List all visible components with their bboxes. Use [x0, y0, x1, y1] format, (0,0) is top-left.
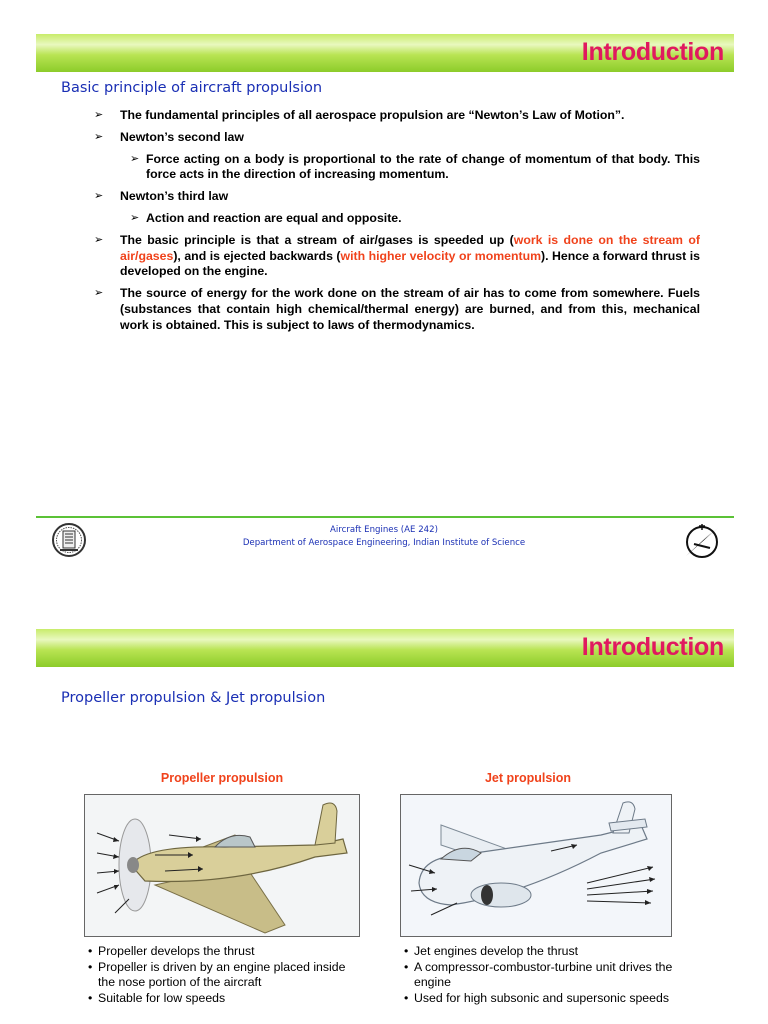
arrow-bullet-icon: ➢: [130, 152, 140, 165]
highlight-text: with higher velocity or momentum: [340, 248, 542, 263]
jet-aircraft-icon: [401, 795, 671, 936]
bullet-item: ➢ The source of energy for the work done on the stream of air has to come from somewhere. Fuels (substances that contain high chemical/thermal energy) are burned, and from this, mechanical work is obtained. This is subject to laws of thermodynamics.: [94, 286, 700, 332]
arrow-bullet-icon: ➢: [94, 233, 104, 246]
bullet-item: ➢ Newton’s second law: [94, 129, 244, 144]
jet-aircraft-image: [400, 794, 672, 937]
list-item: • Jet engines develop the thrust: [404, 944, 579, 958]
footer-divider: [36, 516, 734, 518]
slide-title: Introduction: [581, 633, 724, 661]
bullet-list: [94, 108, 700, 340]
bullet-item: ➢ The basic principle is that a stream of air/gases is speeded up (work is done on the stream of air/gases), and is ejected backwards (with higher velocity or momentum). Hence a forward thrust is developed on the engine.: [94, 232, 700, 279]
arrow-bullet-icon: ➢: [94, 287, 104, 300]
bullet-item: ➢ Newton’s third law: [94, 189, 229, 204]
propeller-aircraft-image: [84, 794, 360, 937]
list-item: • Used for high subsonic and supersonic speeds: [404, 990, 669, 1005]
jet-heading: Jet propulsion: [484, 771, 572, 785]
sub-bullet-item: ➢ Force acting on a body is proportional to the rate of change of momentum of that body. This force acts in the direction of increasing momentum.: [130, 151, 700, 182]
list-item: • Propeller is driven by an engine placed inside the nose portion of the aircraft: [88, 959, 346, 990]
highlight-text: work is done on the stream of air/gases: [120, 232, 700, 263]
list-item: • Propeller develops the thrust: [88, 944, 255, 958]
jet-points: [404, 944, 710, 1006]
list-item: • Suitable for low speeds: [88, 990, 226, 1005]
slide-title: Introduction: [581, 38, 724, 66]
bullet-item: ➢ The fundamental principles of all aerospace propulsion are “Newton’s Law of Motion”.: [94, 108, 625, 122]
footer: [0, 524, 768, 550]
arrow-bullet-icon: ➢: [130, 211, 140, 224]
arrow-bullet-icon: ➢: [94, 190, 104, 203]
course-name: Aircraft Engines (AE 242): [330, 525, 438, 535]
department-name: Department of Aerospace Engineering, Indian Institute of Science: [242, 538, 526, 548]
arrow-bullet-icon: ➢: [94, 109, 104, 121]
slide-subtitle: Basic principle of aircraft propulsion: [61, 80, 323, 96]
slide-subtitle: Propeller propulsion & Jet propulsion: [61, 690, 326, 706]
propeller-points: [88, 944, 352, 1006]
department-logo: [682, 522, 722, 560]
title-bar: [36, 629, 734, 667]
arrow-bullet-icon: ➢: [94, 130, 104, 143]
propeller-heading: Propeller propulsion: [160, 771, 284, 785]
slide-2: [0, 615, 768, 1024]
list-item: • A compressor-combustor-turbine unit drives the engine: [404, 959, 673, 990]
sub-bullet-item: ➢ Action and reaction are equal and opposite.: [130, 210, 402, 225]
title-bar: [36, 34, 734, 72]
propeller-aircraft-icon: [85, 795, 359, 936]
